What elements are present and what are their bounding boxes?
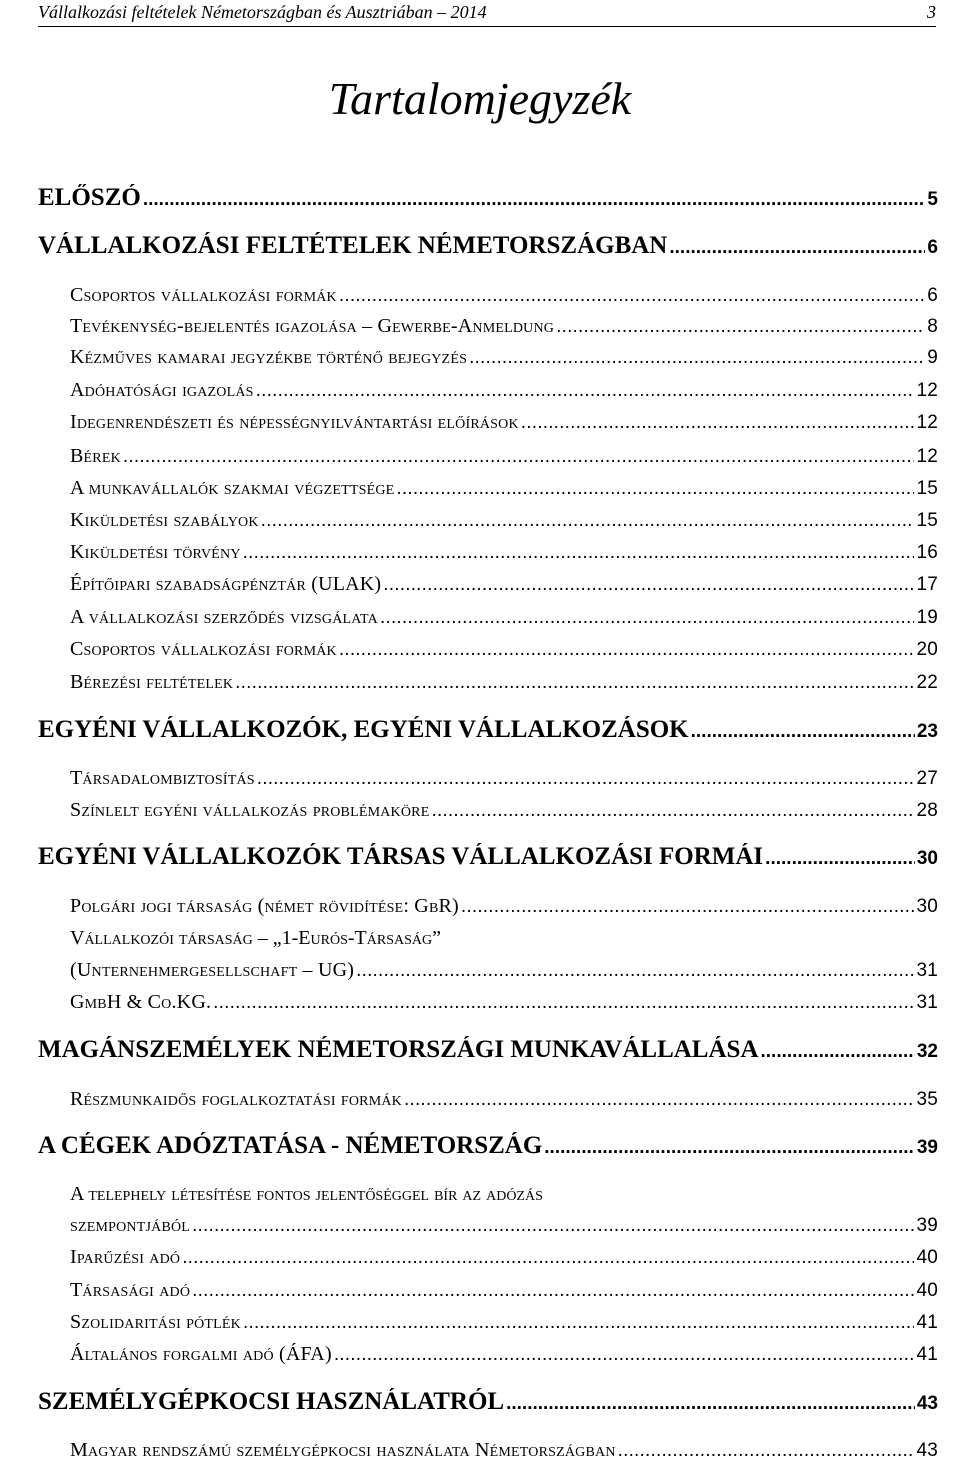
toc-entry[interactable]: (Unternehmergesellschaft – UG) ..... 31 <box>70 959 938 982</box>
toc-entry[interactable]: Kézműves kamarai jegyzékbe történő bejegyzés ..... 9 <box>70 346 938 369</box>
toc-entry[interactable]: Társasági adó ..... 40 <box>70 1279 938 1302</box>
toc-entry[interactable]: Idegenrendészeti és népességnyilvántartási előírások ..... 12 <box>70 411 938 434</box>
toc-entry[interactable]: Tevékenység-bejelentés igazolása – Gewerbe-Anmeldung ..... 8 <box>70 315 938 338</box>
toc-entry[interactable]: Magyar rendszámú személygépkocsi használata Németországban ..... 43 <box>70 1439 938 1462</box>
toc-entry[interactable]: Kiküldetési szabályok ..... 15 <box>70 509 938 532</box>
toc-entry-maganszemelyek[interactable]: MAGÁNSZEMÉLYEK NÉMETORSZÁGI MUNKAVÁLLALÁSA ..... 32 <box>38 1036 938 1064</box>
toc-entry[interactable]: Kiküldetési törvény ..... 16 <box>70 541 938 564</box>
toc-entry-cegek-adoztatasa[interactable]: A CÉGEK ADÓZTATÁSA - NÉMETORSZÁG ..... 39 <box>38 1132 938 1160</box>
toc-entry-tarsas-formai[interactable]: EGYÉNI VÁLLALKOZÓK TÁRSAS VÁLLALKOZÁSI FORMÁI ..... 30 <box>38 843 938 871</box>
toc-entry-szemelygepkocsi[interactable]: SZEMÉLYGÉPKOCSI HASZNÁLATRÓL ..... 43 <box>38 1388 938 1416</box>
toc-entry[interactable]: A vállalkozási szerződés vizsgálata ..... 19 <box>70 606 938 629</box>
toc-entry-vallalkozasi-feltetelek[interactable]: VÁLLALKOZÁSI FELTÉTELEK NÉMETORSZÁGBAN ..... 6 <box>38 232 938 260</box>
page-title: Tartalomjegyzék <box>328 73 632 124</box>
toc-entry[interactable]: Csoportos vállalkozási formák ..... 20 <box>70 638 938 661</box>
toc-entry-egyeni-vallalkozok[interactable]: EGYÉNI VÁLLALKOZÓK, EGYÉNI VÁLLALKOZÁSOK ..... 23 <box>38 716 938 744</box>
toc-entry[interactable]: Általános forgalmi adó (ÁFA) ..... 41 <box>70 1343 938 1366</box>
toc-entry-continued[interactable]: Vállalkozói társaság – „1-Eurós-Társaság” <box>70 927 441 949</box>
toc-entry[interactable]: Színlelt egyéni vállalkozás problémaköre ..... 28 <box>70 799 938 822</box>
toc-entry-eloszo[interactable]: ELŐSZÓ ..... 5 <box>38 184 938 212</box>
toc-entry[interactable]: Részmunkaidős foglalkoztatási formák ..... 35 <box>70 1088 938 1111</box>
toc-entry[interactable]: A munkavállalók szakmai végzettsége ..... 15 <box>70 477 938 500</box>
toc-entry[interactable]: Bérek ..... 12 <box>70 445 938 468</box>
toc-entry[interactable]: Polgári jogi társaság (német rövidítése: GbR) ..... 30 <box>70 895 938 918</box>
toc-entry[interactable]: Bérezési feltételek ..... 22 <box>70 671 938 694</box>
toc-entry[interactable]: Adóhatósági igazolás ..... 12 <box>70 379 938 402</box>
toc-entry[interactable]: Építőipari szabadságpénztár (ULAK) ..... 17 <box>70 573 938 596</box>
running-header-title: Vállalkozási feltételek Németországban és Ausztriában – 2014 <box>38 2 487 22</box>
toc-entry[interactable]: GmbH & Co.KG. ..... 31 <box>70 991 938 1014</box>
toc-entry[interactable]: Társadalombiztosítás ..... 27 <box>70 767 938 790</box>
toc-entry[interactable]: szempontjából ..... 39 <box>70 1214 938 1237</box>
running-header-page-number: 3 <box>927 2 936 22</box>
toc-entry-continued[interactable]: A telephely létesítése fontos jelentőséggel bír az adózás <box>70 1183 543 1205</box>
toc-entry[interactable]: Csoportos vállalkozási formák ..... 6 <box>70 284 938 307</box>
running-header <box>38 0 936 27</box>
toc-entry[interactable]: Szolidaritási pótlék ..... 41 <box>70 1311 938 1334</box>
toc-entry[interactable]: Iparűzési adó ..... 40 <box>70 1246 938 1269</box>
